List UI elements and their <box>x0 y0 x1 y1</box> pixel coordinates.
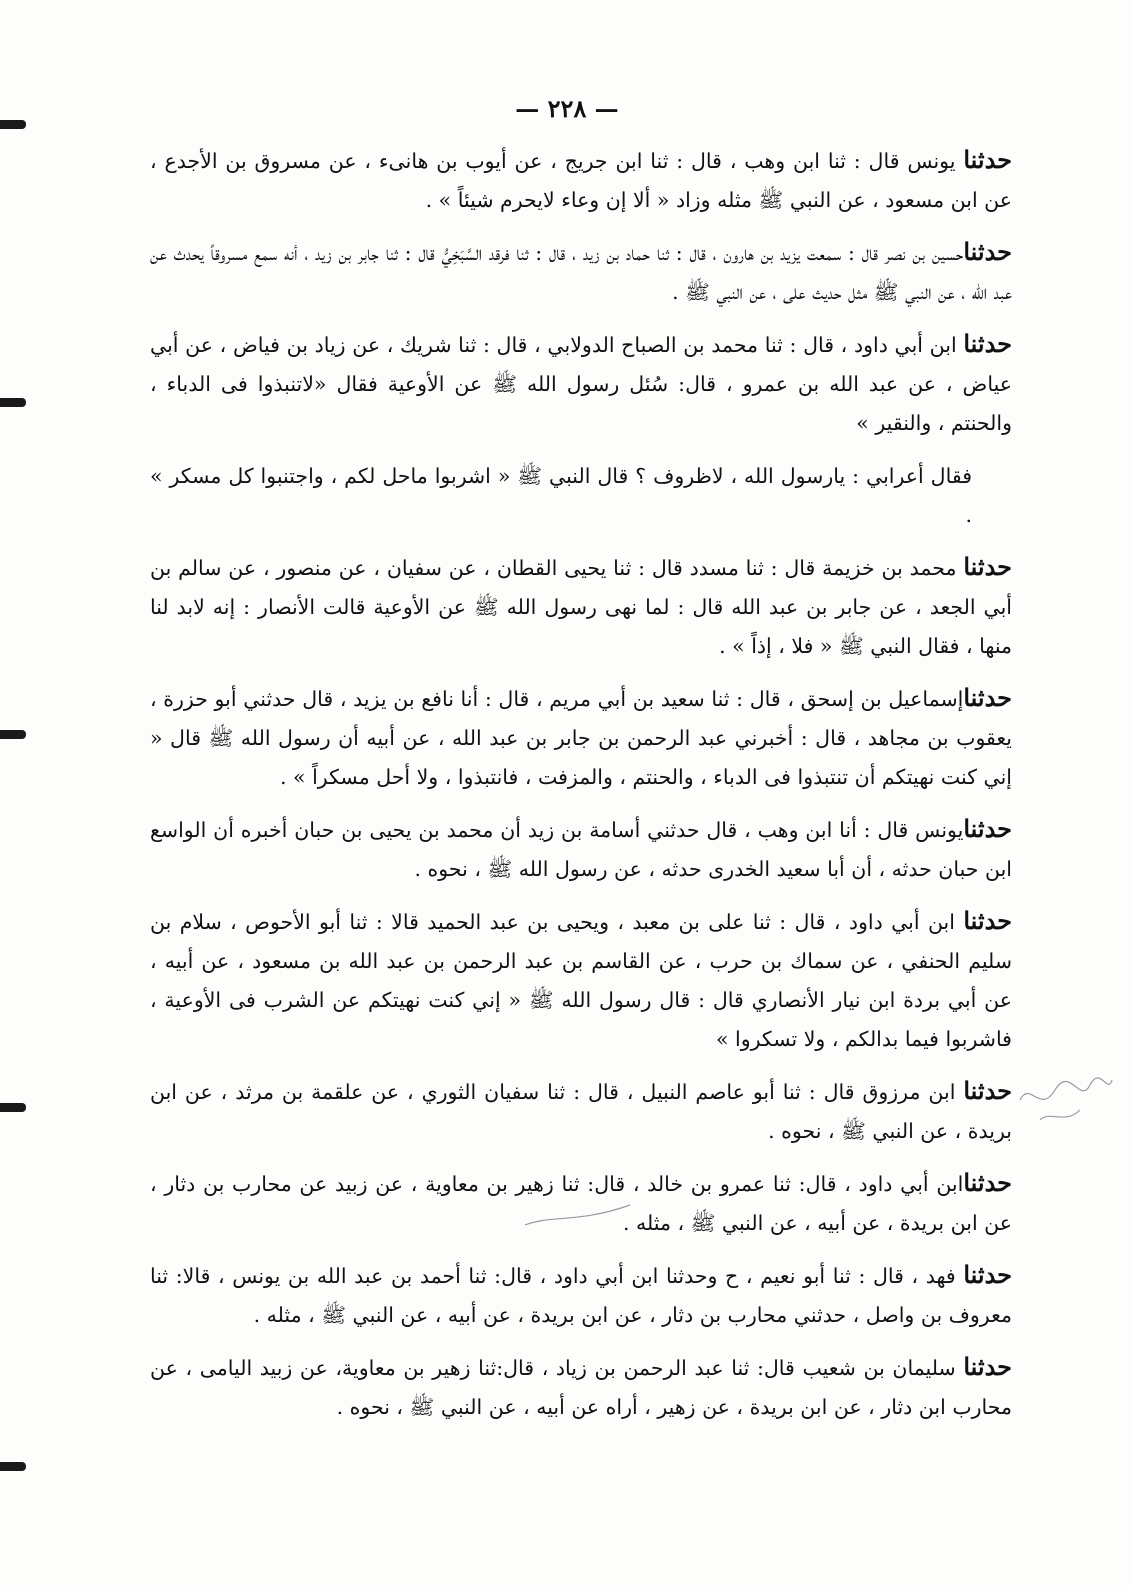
hadith-paragraph <box>150 678 1012 797</box>
hadith-paragraph <box>150 809 1012 889</box>
hadith-paragraph <box>150 324 1012 443</box>
hadith-lead-word: حدثنا <box>963 814 1012 843</box>
hadith-chain-text: يونس قال : ثنا ابن وهب ، قال : ثنا ابن جريج ، عن أيوب بن هانىء ، عن مسروق بن الأجدع ، عن ابن مسعود ، عن النبي ﷺ مثله وزاد « ألا إن وعاء لايحرم شيئاً » . <box>150 149 1012 212</box>
hadith-paragraph <box>150 455 1012 535</box>
hadith-text-block <box>150 140 1012 1439</box>
hadith-chain-text: ابن أبي داود ، قال: ثنا عمرو بن خالد ، قال: ثنا زهير بن معاوية ، عن زبيد عن محارب بن دثار ، عن ابن بريدة ، عن أبيه ، عن النبي ﷺ ، مثله . <box>150 1172 1012 1235</box>
hadith-paragraph <box>150 1255 1012 1335</box>
hadith-chain-text: ابن أبي داود ، قال : ثنا محمد بن الصباح الدولابي ، قال : ثنا شريك ، عن زياد بن فياض ، عن أبي عياض ، عن عبد الله بن عمرو ، قال: سُئل رسول الله ﷺ عن الأوعية فقال «لاتنبذوا فى الدباء ، والحنتم ، والنقير » <box>150 333 1012 435</box>
hadith-lead-word: حدثنا <box>963 1260 1012 1289</box>
hadith-lead-word: حدثنا <box>963 906 1012 935</box>
hadith-lead-word: حدثنا <box>963 145 1012 174</box>
hadith-chain-text: ابن مرزوق قال : ثنا أبو عاصم النبيل ، قال : ثنا سفيان الثوري ، عن علقمة بن مرثد ، عن ابن بريدة ، عن النبي ﷺ ، نحوه . <box>150 1080 1012 1143</box>
hadith-chain-text: حسين بن نصر قال : سمعت يزيد بن هارون ، قال : ثنا حماد بن زيد ، قال : ثنا فرقد السَّبَخِيُّ قال : ثنا جابر بن زيد ، أنه سمع مسروقاً يحدث عن عبد الله ، عن النبي ﷺ مثل حديث على ، عن النبي ﷺ . <box>150 241 1012 304</box>
hadith-paragraph <box>150 901 1012 1059</box>
binding-mark <box>0 1462 26 1471</box>
hadith-lead-word: حدثنا <box>963 237 1012 266</box>
hadith-chain-text: محمد بن خزيمة قال : ثنا مسدد قال : ثنا يحيى القطان ، عن سفيان ، عن منصور ، عن سالم بن أبي الجعد ، عن جابر بن عبد الله قال : لما نهى رسول الله ﷺ عن الأوعية قالت الأنصار : إنه لابد لنا منها ، فقال النبي ﷺ « فلا ، إذاً » . <box>150 556 1012 658</box>
hadith-lead-word: حدثنا <box>963 1352 1012 1381</box>
hadith-chain-text: ابن أبي داود ، قال : ثنا على بن معبد ، ويحيى بن عبد الحميد قالا : ثنا أبو الأحوص ، سلام بن سليم الحنفي ، عن سماك بن حرب ، عن القاسم بن عبد الرحمن بن عبد الله بن مسعود ، عن أبيه ، عن أبي بردة ابن نيار الأنصاري قال : قال رسول الله ﷺ « إني كنت نهيتكم عن الشرب فى الأوعية ، فاشربوا فيما بدالكم ، ولا تسكروا » <box>150 910 1012 1051</box>
hadith-lead-word: حدثنا <box>963 1168 1012 1197</box>
binding-mark <box>0 730 26 739</box>
hadith-lead-word: حدثنا <box>963 1076 1012 1105</box>
hadith-paragraph <box>150 140 1012 220</box>
hadith-lead-word: حدثنا <box>963 552 1012 581</box>
hadith-chain-text: فقال أعرابي : يارسول الله ، لاظروف ؟ قال النبي ﷺ « اشربوا ماحل لكم ، واجتنبوا كل مسكر » . <box>150 464 972 527</box>
hadith-paragraph <box>150 1163 1012 1243</box>
hadith-paragraph <box>150 1347 1012 1427</box>
hadith-paragraph <box>150 1071 1012 1151</box>
hadith-chain-text: إسماعيل بن إسحق ، قال : ثنا سعيد بن أبي مريم ، قال : أنا نافع بن يزيد ، قال حدثني أبو حزرة ، يعقوب بن مجاهد ، قال : أخبرني عبد الرحمن بن جابر بن عبد الله ، عن أبيه أن رسول الله ﷺ قال « إني كنت نهيتكم أن تنتبذوا فى الدباء ، والحنتم ، والمزفت ، فانتبذوا ، ولا أحل مسكراً » . <box>150 687 1012 789</box>
page-number: — ٢٢٨ — <box>515 94 619 123</box>
hadith-chain-text: يونس قال : أنا ابن وهب ، قال حدثني أسامة بن زيد أن محمد بن يحيى بن حبان أخبره أن الواسع ابن حبان حدثه ، أن أبا سعيد الخدرى حدثه ، عن رسول الله ﷺ ، نحوه . <box>150 818 1012 881</box>
hadith-lead-word: حدثنا <box>963 329 1012 358</box>
binding-mark <box>0 398 26 407</box>
hadith-chain-text: سليمان بن شعيب قال: ثنا عبد الرحمن بن زياد ، قال:ثنا زهير بن معاوية، عن زبيد اليامى ، عن محارب ابن دثار ، عن ابن بريدة ، عن زهير ، أراه عن أبيه ، عن النبي ﷺ ، نحوه . <box>150 1356 1012 1419</box>
binding-mark <box>0 1103 26 1112</box>
hadith-chain-text: فهد ، قال : ثنا أبو نعيم ، ح وحدثنا ابن أبي داود ، قال: ثنا أحمد بن عبد الله بن يونس ، قالا: ثنا معروف بن واصل ، حدثني محارب بن دثار ، عن ابن بريدة ، عن أبيه ، عن النبي ﷺ ، مثله . <box>150 1264 1012 1327</box>
hadith-paragraph <box>150 232 1012 312</box>
hadith-paragraph <box>150 547 1012 666</box>
handwritten-margin-note <box>1010 1060 1120 1140</box>
hadith-lead-word: حدثنا <box>963 683 1012 712</box>
